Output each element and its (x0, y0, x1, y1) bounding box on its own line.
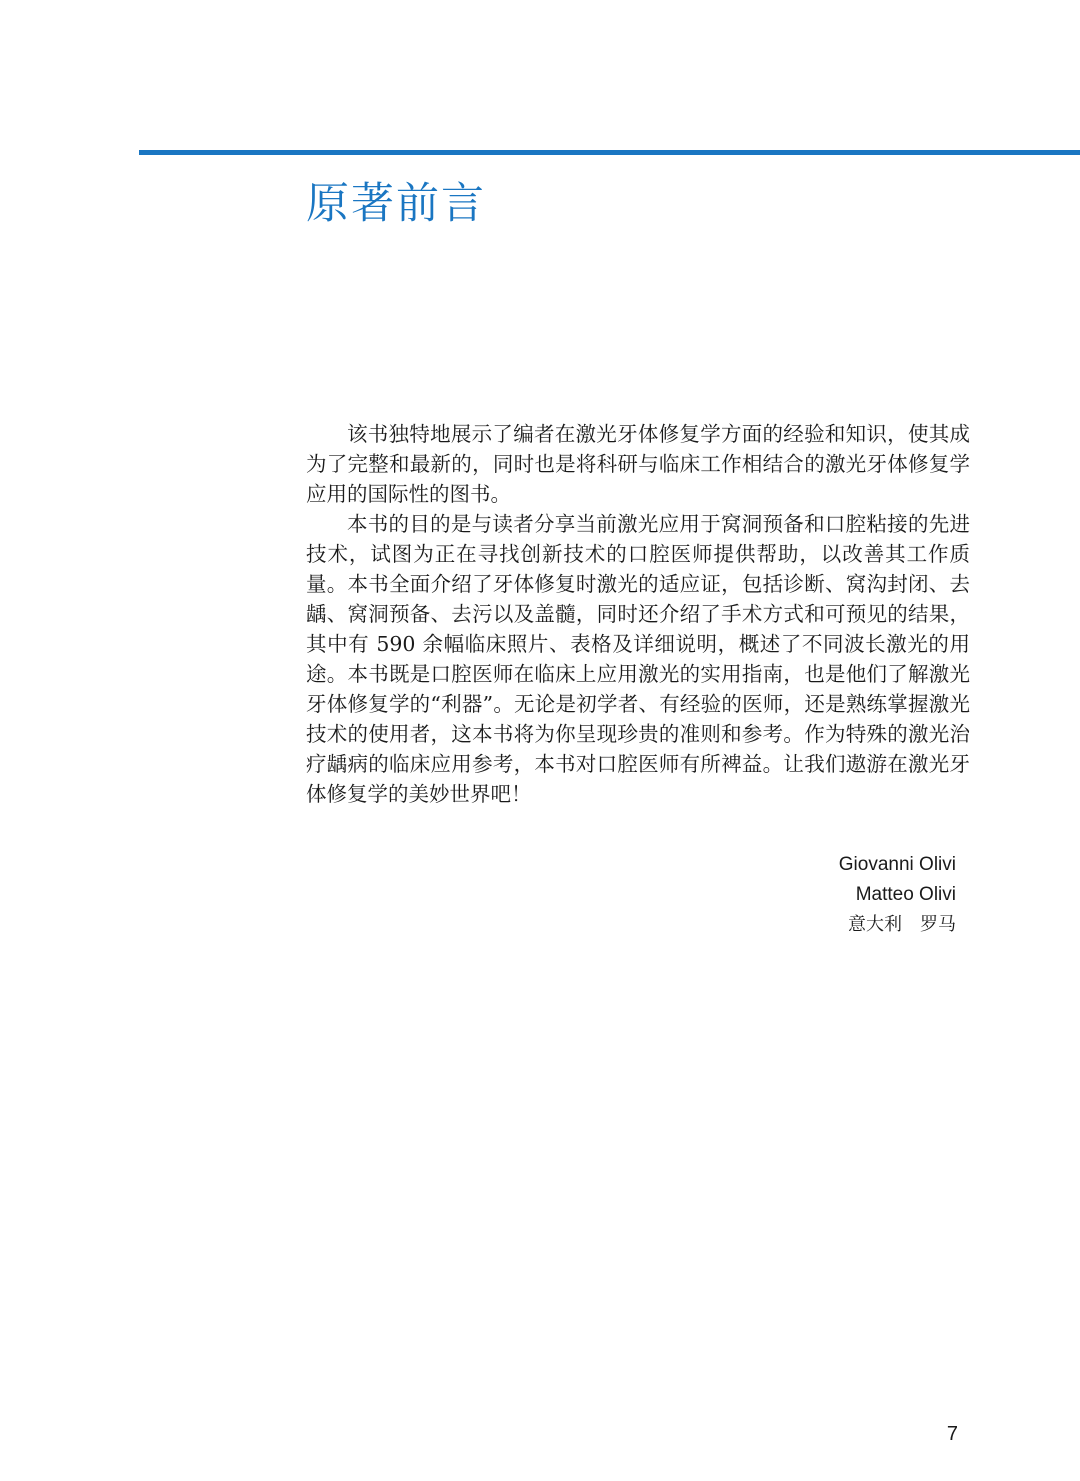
page-number: 7 (946, 1423, 958, 1445)
paragraph: 本书的目的是与读者分享当前激光应用于窝洞预备和口腔粘接的先进技术，试图为正在寻找创新技术的口腔医师提供帮助，以改善其工作质量。本书全面介绍了牙体修复时激光的适应证，包括诊断、窝沟封闭、去龋、窝洞预备、去污以及盖髓，同时还介绍了手术方式和可预见的结果，其中有 590 余幅临床照片、表格及详细说明，概述了不同波长激光的用途。本书既是口腔医师在临床上应用激光的实用指南，也是他们了解激光牙体修复学的“利器”。无论是初学者、有经验的医师，还是熟练掌握激光技术的使用者，这本书将为你呈现珍贵的准则和参考。作为特殊的激光治疗龋病的临床应用参考，本书对口腔医师有所裨益。让我们遨游在激光牙体修复学的美妙世界吧！ (306, 512, 970, 806)
paragraph: 该书独特地展示了编者在激光牙体修复学方面的经验和知识，使其成为了完整和最新的，同时也是将科研与临床工作相结合的激光牙体修复学应用的国际性的图书。 (306, 422, 970, 506)
place-line: 意大利 罗马 (848, 914, 956, 935)
signature-block (839, 850, 956, 940)
header-rule (139, 150, 1080, 155)
chapter-title: 原著前言 (306, 179, 486, 229)
author-name: Matteo Olivi (855, 884, 956, 905)
author-name: Giovanni Olivi (838, 854, 956, 875)
preface-body (306, 419, 970, 809)
